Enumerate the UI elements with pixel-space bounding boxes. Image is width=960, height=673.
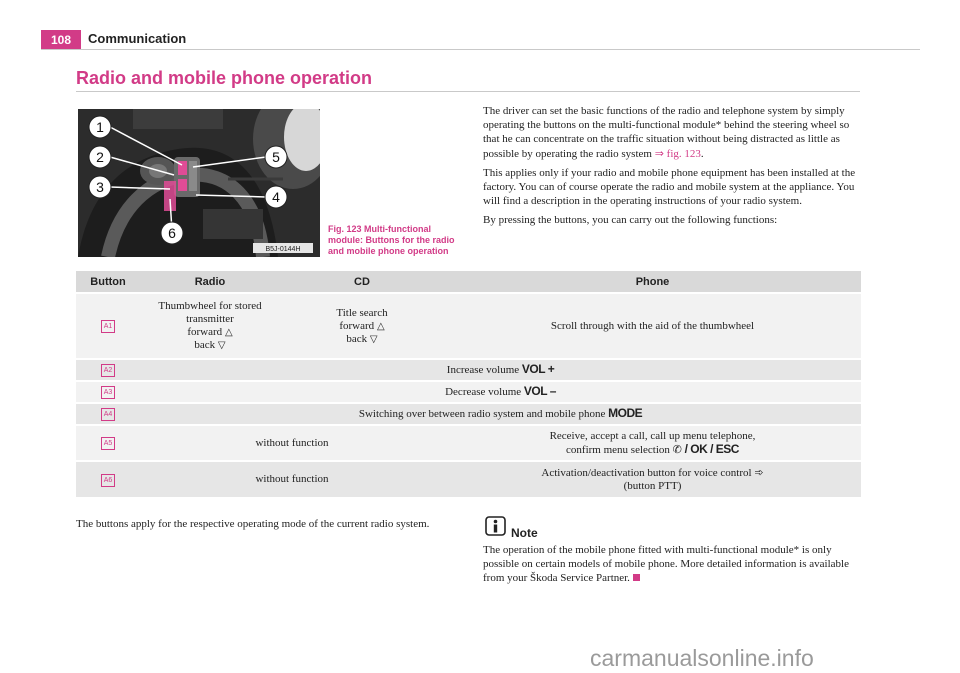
button-cell <box>76 359 140 381</box>
cd-text: Title search <box>336 306 388 319</box>
callout-3: 3 <box>96 179 104 195</box>
intro-paragraph-3: By pressing the buttons, you can carry out the following functions: <box>483 214 778 227</box>
phone-text: Receive, accept a call, call up menu telephone, <box>549 429 756 442</box>
intro-text <box>483 104 861 233</box>
merged-cell: Decrease volume VOL – <box>140 381 861 403</box>
button-marker: A3 <box>101 386 115 399</box>
phone-text: Activation/deactivation button for voice control ➾ <box>541 466 764 479</box>
ok-esc-icons: / OK / ESC <box>684 441 739 456</box>
note-title: Note <box>511 526 538 540</box>
triangle-down-icon: ▽ <box>369 333 378 345</box>
chapter-title: Communication <box>88 31 187 46</box>
callout-5: 5 <box>272 149 280 165</box>
button-cell <box>76 403 140 425</box>
triangle-up-icon: △ <box>224 327 233 338</box>
merged-cell: Increase volume VOL + <box>140 359 861 381</box>
phone-handset-icon: ✆ <box>672 443 682 456</box>
table-header-row <box>76 271 861 293</box>
callout-4: 4 <box>272 189 280 205</box>
phone-cell: Scroll through with the aid of the thumbwheel <box>444 293 861 359</box>
phone-text-2: (button PTT) <box>623 479 682 492</box>
button-cell <box>76 293 140 359</box>
header-phone: Phone <box>444 271 861 293</box>
voice-control-icon: ➾ <box>754 466 764 479</box>
figure-reference-link[interactable]: ⇒ fig. 123 <box>654 147 701 160</box>
vol-minus-icon: VOL – <box>523 384 556 398</box>
table-row <box>76 381 861 403</box>
callout-2: 2 <box>96 149 104 165</box>
radio-back: back ▽ <box>194 339 226 351</box>
vol-plus-icon: VOL + <box>521 362 555 376</box>
radio-cell <box>140 293 280 359</box>
mode-icon: MODE <box>608 406 643 420</box>
table-row <box>76 403 861 425</box>
callout-6: 6 <box>168 225 176 241</box>
watermark: carmanualsonline.info <box>590 645 814 671</box>
note-info-icon <box>485 516 506 536</box>
intro-paragraph-2: This applies only if your radio and mobile phone equipment has been installed at the factory. You can of course operate the radio and mobile system at the appliance. You will find a description in the operating instructions of your radio system. <box>483 166 856 208</box>
figure-caption: Fig. 123 Multi-functional module: Buttons for the radio and mobile phone operation <box>328 224 455 256</box>
note-body: The operation of the mobile phone fitted with multi-functional module* is only possible on certain models of mobile phone. More detailed information is available from your Škoda Service Partner. <box>483 544 849 585</box>
button-marker: A1 <box>101 320 115 333</box>
radio-forward: forward △ <box>187 326 233 338</box>
intro-p1-text: The driver can set the basic functions of the radio and telephone system by simply operating the buttons on the multi-functional module* behind the steering wheel so that he can concentrate on the traffic situation without being distracted as little as possible by operating the radio system <box>483 105 850 160</box>
header-button: Button <box>76 271 140 293</box>
steering-wheel-illustration <box>78 109 320 257</box>
section-end-marker <box>633 574 640 581</box>
header-cd: CD <box>280 271 444 293</box>
section-title: Radio and mobile phone operation <box>76 68 373 88</box>
button-functions-table <box>76 271 861 497</box>
triangle-down-icon: ▽ <box>217 340 226 351</box>
button-marker: A2 <box>101 364 115 377</box>
header-radio: Radio <box>140 271 280 293</box>
button-marker: A5 <box>101 437 115 450</box>
table-row <box>76 359 861 381</box>
header-divider <box>41 49 920 50</box>
callout-1: 1 <box>96 119 104 135</box>
button-cell <box>76 425 140 461</box>
button-marker: A6 <box>101 474 115 487</box>
cd-cell <box>280 293 444 359</box>
button-cell <box>76 381 140 403</box>
phone-cell <box>444 425 861 461</box>
figure-code: B5J-0144H <box>265 246 301 253</box>
radio-text: Thumbwheel for stored transmitter <box>158 300 262 325</box>
table-row <box>76 293 861 359</box>
page-number: 108 <box>41 30 81 50</box>
button-marker: A4 <box>101 408 115 421</box>
table-row <box>76 461 861 497</box>
section-divider <box>76 91 860 92</box>
radio-cd-cell: without function <box>140 461 444 497</box>
table-footnote: The buttons apply for the respective operating mode of the current radio system. <box>76 518 430 530</box>
cd-back: back ▽ <box>346 332 378 345</box>
intro-paragraph-1: The driver can set the basic functions of the radio and telephone system by simply operating the buttons on the multi-functional module* behind the steering wheel so that he can concentrate on the traffic situation without being distracted as little as possible by operating the radio system ⇒ fig. 123. <box>483 105 850 160</box>
button-cell <box>76 461 140 497</box>
radio-cd-cell: without function <box>140 425 444 461</box>
table-row <box>76 425 861 461</box>
cd-forward: forward △ <box>339 319 385 332</box>
triangle-up-icon: △ <box>376 320 385 332</box>
phone-cell <box>444 461 861 497</box>
steering-wheel-figure <box>78 109 320 257</box>
phone-text-2: confirm menu selection ✆ / OK / ESC <box>566 441 739 456</box>
merged-cell: Switching over between radio system and mobile phone MODE <box>140 403 861 425</box>
